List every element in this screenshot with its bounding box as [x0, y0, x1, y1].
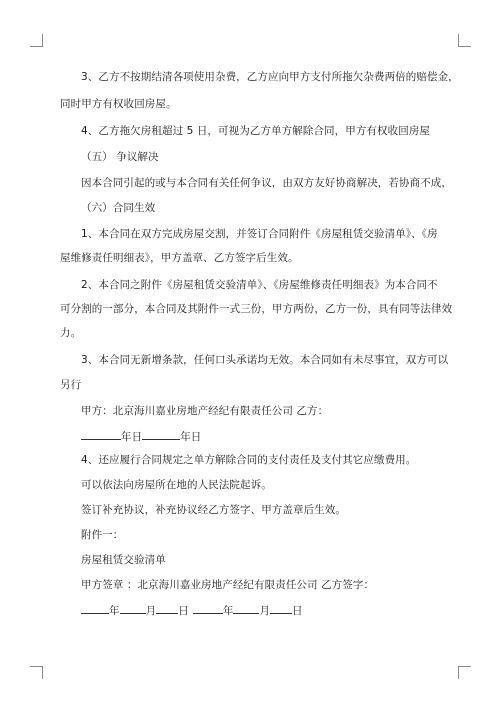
effect-3-line-2: 另行 [60, 379, 82, 391]
blank-field [193, 602, 223, 614]
effect-2-line-3: 力。 [60, 327, 82, 339]
blank-field [233, 602, 259, 614]
clause-4b-text: 4、还应履行合同规定之单方解除合同的支付责任及支付其它应缴费用。 [81, 454, 417, 466]
dispute-text: 因本合同引起的或与本合同有关任何争议，由双方友好协商解决，若协商不成， [81, 177, 452, 189]
effect-1-line-1: 1、本合同在双方完成房屋交割，并签订合同附件《房屋租赁交验清单》、《房 [81, 228, 438, 240]
attachment-label: 附件一： [81, 529, 124, 541]
clause-4-text: 4、乙方拖欠房租超过 5 日，可视为乙方单方解除合同，甲方有权收回房屋 [81, 125, 431, 137]
blank-field [142, 428, 180, 440]
attachment-title: 房屋租赁交验清单 [81, 554, 166, 566]
crop-mark-bottom-left [30, 666, 43, 679]
date-label: 日 [178, 605, 189, 617]
date-label: 日 [292, 605, 303, 617]
crop-mark-top-left [30, 34, 43, 47]
party-line: 甲方：北京海川嘉业房地产经纪有限责任公司 乙方： [81, 405, 329, 417]
date-label: 月 [145, 605, 157, 617]
lawsuit-text: 可以依法向房屋所在地的人民法院起诉。 [81, 479, 272, 491]
date-label: 年 [222, 605, 234, 617]
blank-field [120, 602, 146, 614]
effect-2-line-1: 2、本合同之附件《房屋租赁交验清单》、《房屋维修责任明细表》为本合同不 [81, 279, 438, 291]
crop-mark-bottom-right [458, 666, 471, 679]
date-line-2 [81, 602, 303, 618]
supplement-text: 签订补充协议，补充协议经乙方签字、甲方盖章后生效。 [81, 504, 346, 516]
signature-line: 甲方签章 ：北京海川嘉业房地产经纪有限责任公司 乙方签字： [81, 579, 375, 591]
date-label: 年日 [121, 431, 143, 443]
blank-field [270, 602, 292, 614]
date-label: 年 [109, 605, 120, 617]
blank-field [81, 602, 109, 614]
blank-field [156, 602, 178, 614]
date-label: 年日 [180, 431, 202, 443]
effect-2-line-2: 可分割的一部分，本合同及其附件一式三份，甲方两份，乙方一份，具有同等法律效 [60, 303, 453, 315]
date-label: 月 [259, 605, 271, 617]
clause-3-line-1: 3、乙方不按期结清各项使用杂费，乙方应向甲方支付所拖欠杂费两倍的赔偿金， [81, 71, 459, 83]
blank-field [81, 428, 121, 440]
effect-3-line-1: 3、本合同无新增条款，任何口头承诺均无效。本合同如有未尽事宜，双方可以 [81, 354, 449, 366]
section-5-heading: （五） 争议解决 [81, 151, 159, 163]
date-line-1 [81, 428, 201, 444]
crop-mark-top-right [458, 34, 471, 47]
section-6-heading: （六）合同生效 [81, 202, 156, 214]
effect-1-line-2: 屋维修责任明细表》，甲方盖章、乙方签字后生效。 [60, 252, 299, 264]
clause-3-line-2: 同时甲方有权收回房屋。 [60, 98, 177, 110]
